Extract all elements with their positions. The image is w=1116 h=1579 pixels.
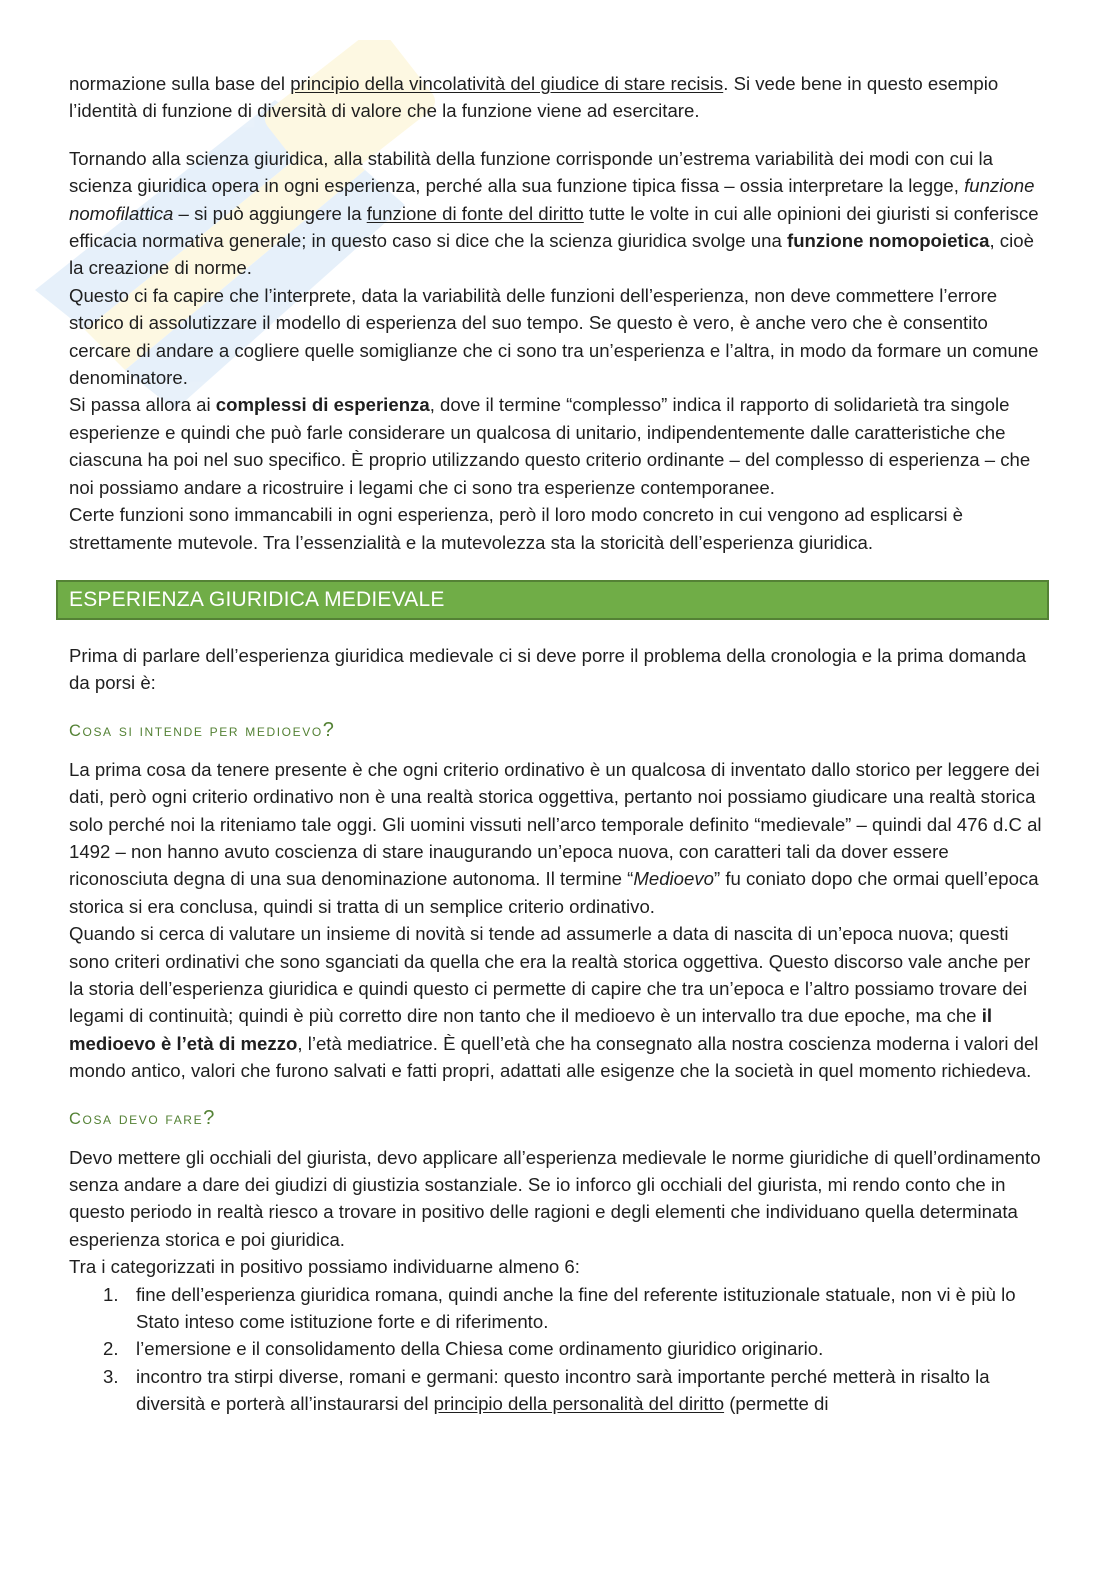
paragraph-devo-fare-2: Tra i categorizzati in positivo possiamo individuarne almeno 6: xyxy=(69,1256,580,1278)
italic-term: Medioevo xyxy=(633,868,714,890)
paragraph-intro-5: Certe funzioni sono immancabili in ogni esperienza, però il loro modo concreto in cui vengono ad esplicarsi è strettamente mutevole. Tra l’essenzialità e la mutevolezza sta la storicità dell’esperienza giuridica. xyxy=(69,504,964,553)
list-item: 3. incontro tra stirpi diverse, romani e germani: questo incontro sarà importante perché metterà in risalto la diversità e porterà all’instaurarsi del principio della personalità del diritto (permette di xyxy=(103,1365,990,1415)
paragraph-medioevo-1: La prima cosa da tenere presente è che ogni criterio ordinativo è un qualcosa di inventato dallo storico per leggere dei dati, però ogni criterio ordinativo non è una realtà storica oggettiva, pertanto noi possiamo giudicare una realtà storica solo perché noi la riteniamo tale oggi. Gli uomini vissuti nell’arco temporale definito “medievale” – quindi dal 476 d.C al 1492 – non hanno avuto coscienza di stare inaugurando un’epoca nuova, con caratteri tali da dover essere riconosciuta degna di una sua denominazione autonoma. Il termine “Medioevo” fu coniato dopo che ormai quell’epoca storica si era conclusa, quindi si tratta di un semplice criterio ordinativo. xyxy=(69,758,1042,917)
document-page xyxy=(69,70,1049,1418)
paragraph-intro-3: Questo ci fa capire che l’interprete, data la variabilità delle funzioni dell’esperienza, non deve commettere l’errore storico di assolutizzare il modello di esperienza del suo tempo. Se questo è vero, è anche vero che è consentito cercare di andare a cogliere quelle somiglianze che ci sono tra un’esperienza e l’altra, in modo da formare un comune denominatore. xyxy=(69,284,1039,389)
underlined-term: funzione di fonte del diritto xyxy=(366,202,584,224)
section-title: ESPERIENZA GIURIDICA MEDIEVALE xyxy=(69,588,445,612)
numbered-list xyxy=(69,1281,1049,1418)
list-item: 1. fine dell’esperienza giuridica romana, quindi anche la fine del referente istituzionale statuale, non vi è più lo Stato inteso come istituzione forte e di riferimento. xyxy=(103,1283,1016,1333)
underlined-term: principio della vincolatività del giudice di stare recisis xyxy=(290,73,724,94)
paragraph-intro-1: normazione sulla base del principio della vincolatività del giudice di stare recisis. Si vede bene in questo esempio l’identità di funzione di diversità di valore che la funzione viene ad esercitare. xyxy=(69,73,999,122)
paragraph-medioevo-2: Quando si cerca di valutare un insieme di novità si tende ad assumerle a data di nascita di un’epoca nuova; questi sono criteri ordinativi che sono sganciati da quella che era la realtà storica oggettiva. Questo discorso vale anche per la storia dell’esperienza giuridica e quindi questo ci permette di capire che tra un’epoca e l’altro possiamo trovare dei legami di continuità; quindi è più corretto dire non tanto che il medioevo è un intervallo tra due epoche, ma che il medioevo è l’età di mezzo, l’età mediatrice. È quell’età che ha consegnato alla nostra coscienza moderna i valori del mondo antico, valori che furono salvati e fatti propri, adattati alle esigenze che la società in quel momento richiedeva. xyxy=(69,923,1039,1082)
subheading-medioevo: Cosa si intende per medioevo? xyxy=(69,718,335,741)
paragraph-section-intro: Prima di parlare dell’esperienza giuridica medievale ci si deve porre il problema della cronologia e la prima domanda da porsi è: xyxy=(69,644,1027,694)
italic-term: funzione nomofilattica xyxy=(69,175,1035,224)
bold-term: funzione nomopoietica xyxy=(787,230,990,252)
bold-term: il medioevo è l’età di mezzo xyxy=(69,1005,993,1054)
paragraph-devo-fare-1: Devo mettere gli occhiali del giurista, devo applicare all’esperienza medievale le norme giuridiche di quell’ordinamento senza andare a dare dei giudizi di giustizia sostanziale. Se io inforco gli occhiali del giurista, mi rendo conto che in questo periodo in realtà riesco a trovare in positivo delle ragioni e degli elementi che individuano quella determinata esperienza storica e poi giuridica. xyxy=(69,1146,1041,1250)
list-item: 2. l’emersione e il consolidamento della Chiesa come ordinamento giuridico originario. xyxy=(103,1338,824,1360)
paragraph-intro-2: Tornando alla scienza giuridica, alla stabilità della funzione corrisponde un’estrema variabilità dei modi con cui la scienza giuridica opera in ogni esperienza, perché alla sua funzione tipica fissa – ossia interpretare la legge, funzione nomofilattica – si può aggiungere la funzione di fonte del diritto tutte le volte in cui alle opinioni dei giuristi si conferisce efficacia normativa generale; in questo caso si dice che la scienza giuridica svolge una funzione nomopoietica, cioè la creazione di norme. xyxy=(69,147,1039,279)
paragraph-intro-4: Si passa allora ai complessi di esperienza, dove il termine “complesso” indica il rapporto di solidarietà tra singole esperienze e quindi che può farle considerare un qualcosa di unitario, indipendentemente dalle caratteristiche che ciascuna ha poi nel suo specifico. È proprio utilizzando questo criterio ordinante – del complesso di esperienza – che noi possiamo andare a ricostruire i legami che ci sono tra esperienze contemporanee. xyxy=(69,394,1031,498)
bold-term: complessi di esperienza xyxy=(215,394,430,416)
subheading-cosa-devo-fare: Cosa devo fare? xyxy=(69,1106,216,1129)
section-banner xyxy=(56,580,1049,620)
underlined-term: principio della personalità del diritto xyxy=(433,1393,725,1415)
